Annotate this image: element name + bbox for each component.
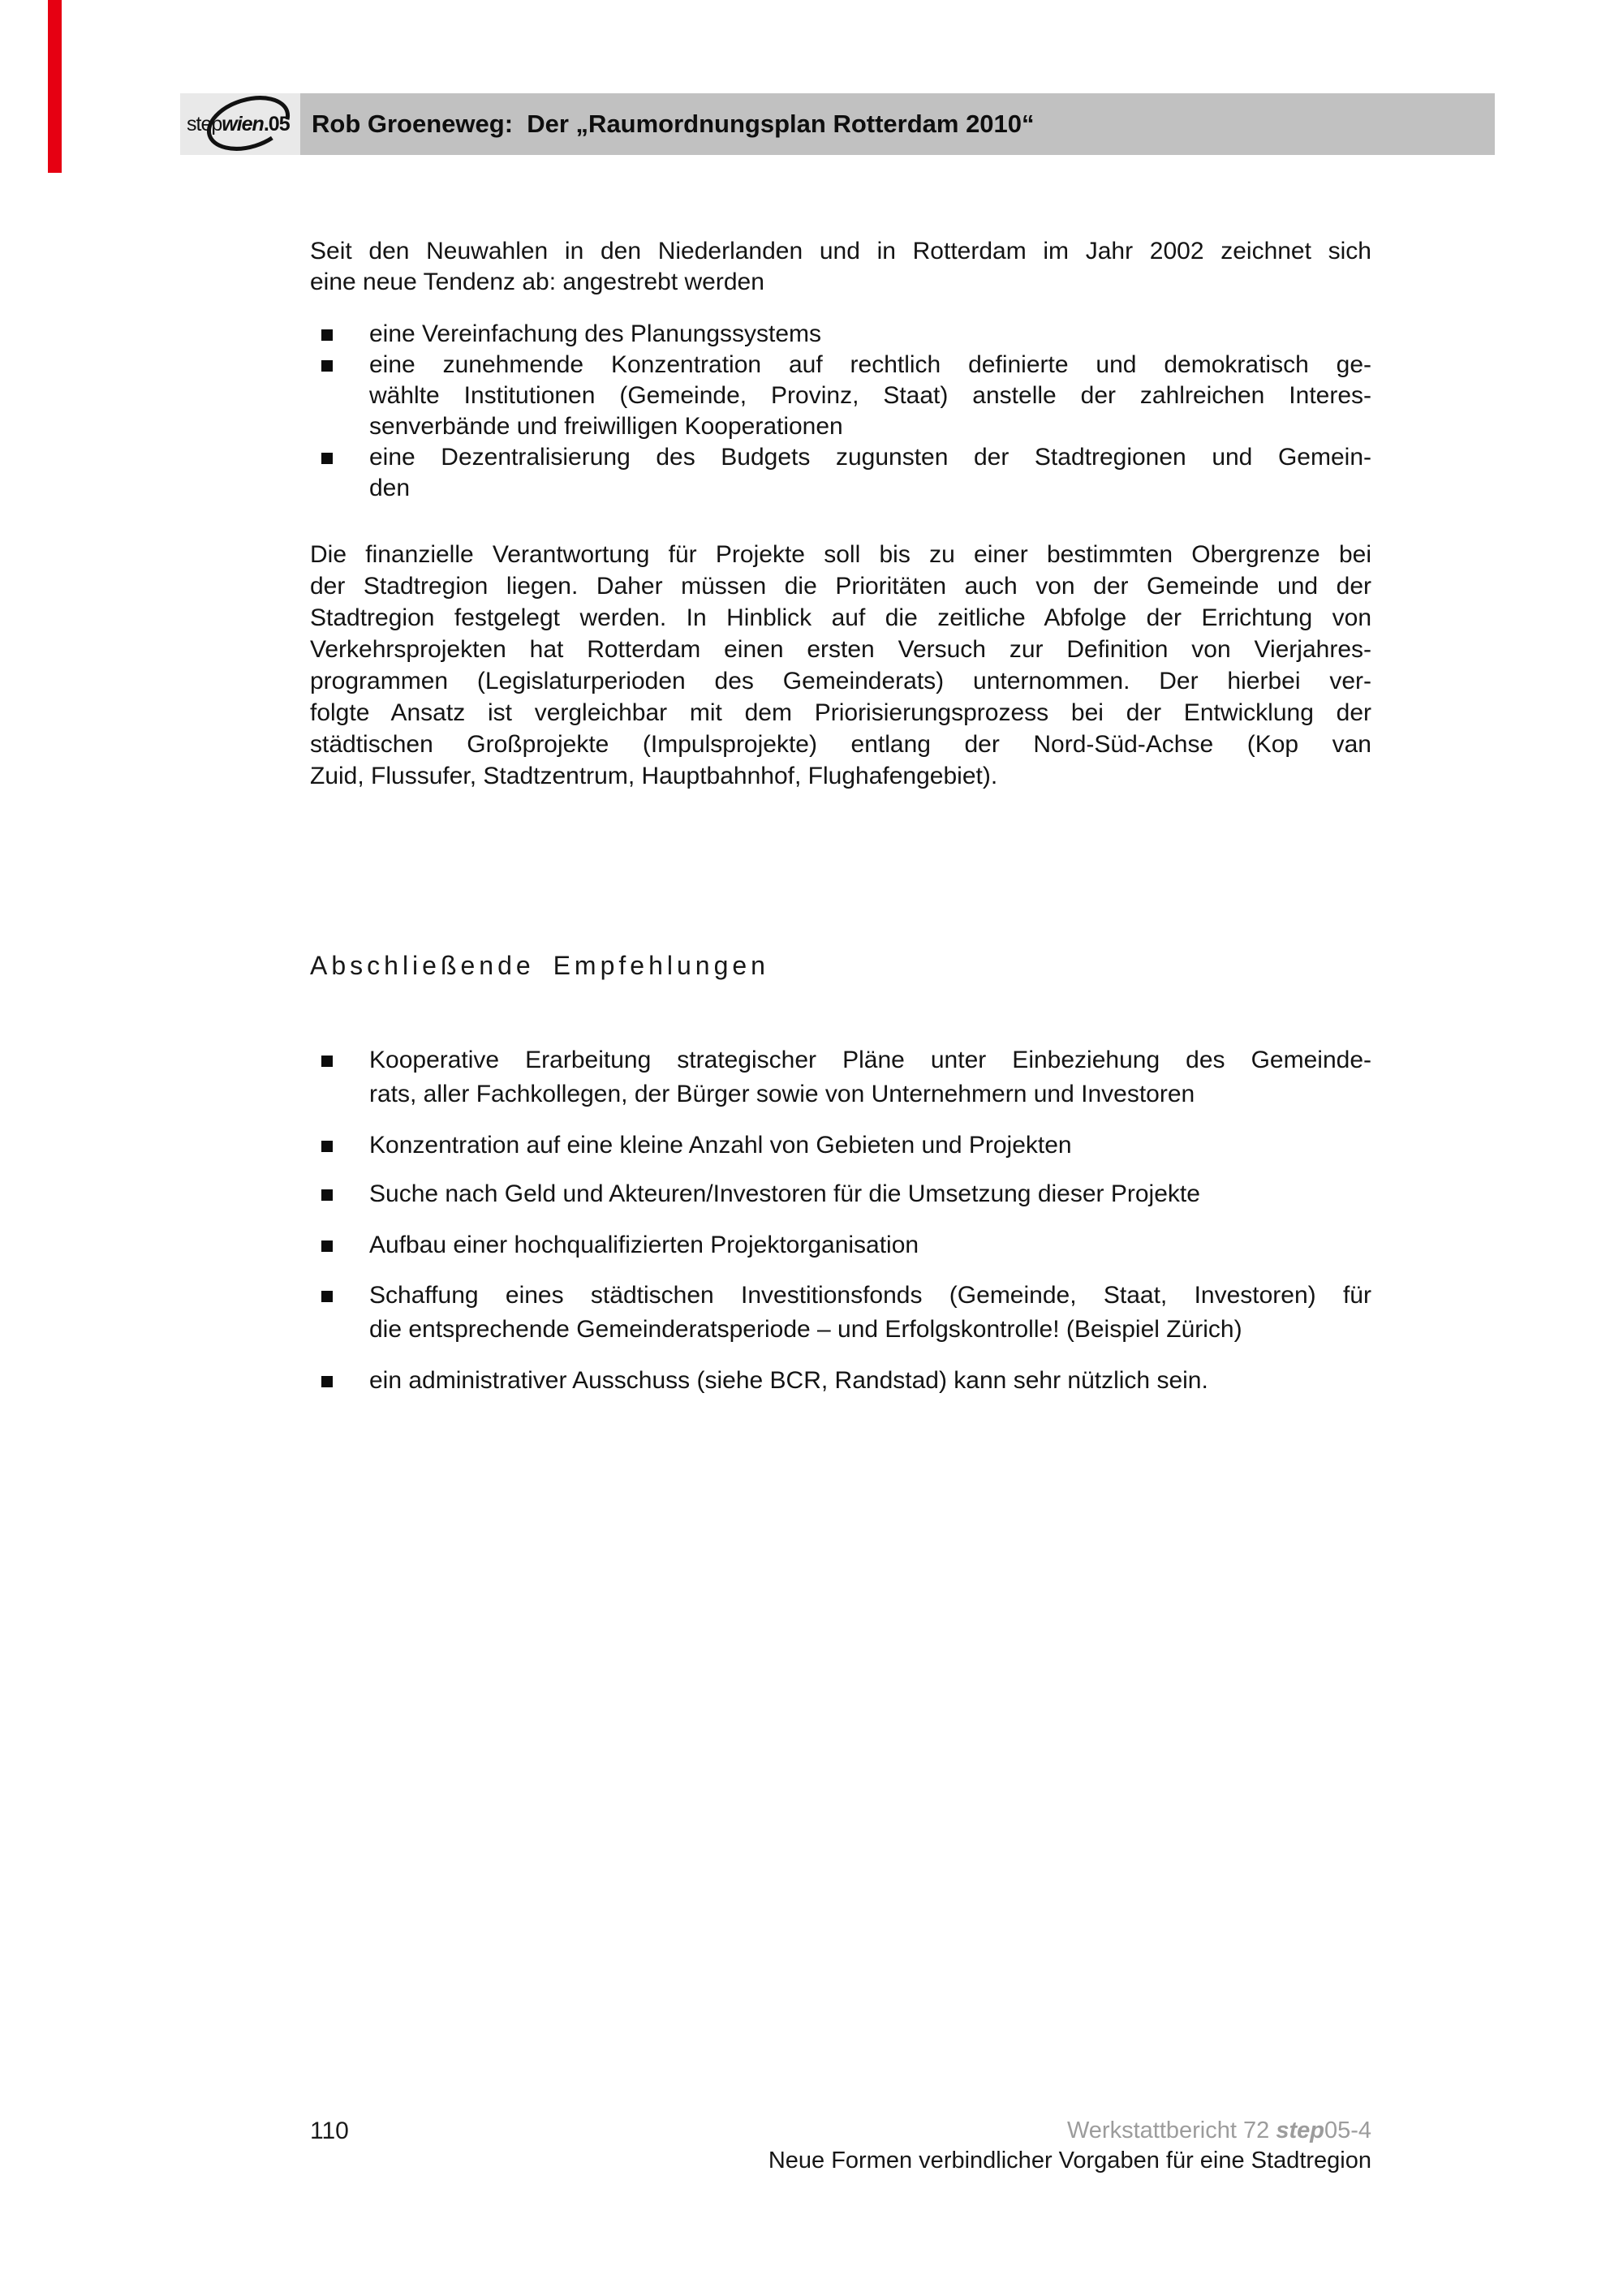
paragraph-line: Stadtregion festgelegt werden. In Hinblick auf die zeitliche Abfolge der Errichtung von <box>310 604 1371 631</box>
bullet-square-icon <box>321 1141 333 1152</box>
list-item <box>310 350 1371 442</box>
footer-report-suffix: 05-4 <box>1324 2118 1371 2143</box>
list-item-line: eine Dezentralisierung des Budgets zugunsten der Stadtregionen und Gemein- <box>369 444 1371 471</box>
paragraph-line: städtischen Großprojekte (Impulsprojekte) entlang der Nord-Süd-Achse (Kop van <box>310 731 1371 758</box>
intro-line: eine neue Tendenz ab: angestrebt werden <box>310 269 764 295</box>
list-item <box>310 1043 1371 1111</box>
intro-paragraph <box>310 236 1371 298</box>
header-title <box>312 93 1035 155</box>
paragraph-line: programmen (Legislaturperioden des Gemeinderats) unternommen. Der hierbei ver- <box>310 668 1371 694</box>
section-heading: Abschließende Empfehlungen <box>310 951 769 980</box>
paragraph-line: folgte Ansatz ist vergleichbar mit dem Priorisierungsprozess bei der Entwicklung der <box>310 699 1371 726</box>
stepwien-logo <box>187 93 290 155</box>
footer-subtitle: Neue Formen verbindlicher Vorgaben für eine Stadtregion <box>768 2148 1371 2173</box>
footer-report-brand: step <box>1276 2118 1324 2143</box>
main-paragraph <box>310 539 1371 792</box>
bullet-square-icon <box>321 1291 333 1302</box>
list-item-line: Konzentration auf eine kleine Anzahl von Gebieten und Projekten <box>369 1132 1072 1159</box>
paragraph-line: Zuid, Flussufer, Stadtzentrum, Hauptbahnhof, Flughafengebiet). <box>310 763 998 789</box>
list-item-line: Aufbau einer hochqualifizierten Projektorganisation <box>369 1232 919 1258</box>
paragraph-line: Die finanzielle Verantwortung für Projekte soll bis zu einer bestimmten Obergrenze bei <box>310 541 1371 568</box>
paragraph-line: Verkehrsprojekten hat Rotterdam einen ersten Versuch zur Definition von Vierjahres- <box>310 636 1371 663</box>
red-scan-mark <box>48 0 62 173</box>
list-item-line: die entsprechende Gemeinderatsperiode – und Erfolgskontrolle! (Beispiel Zürich) <box>369 1316 1242 1343</box>
list-item-line: den <box>369 475 411 501</box>
footer-right <box>398 2116 1371 2176</box>
list-item-line: Suche nach Geld und Akteuren/Investoren für die Umsetzung dieser Projekte <box>369 1180 1200 1207</box>
intro-line: Seit den Neuwahlen in den Niederlanden und in Rotterdam im Jahr 2002 zeichnet sich <box>310 238 1371 264</box>
bullet-square-icon <box>321 1240 333 1252</box>
logo-part-wien: wien <box>222 113 264 135</box>
list-item <box>310 1364 1371 1398</box>
list-item <box>310 1129 1371 1163</box>
list-item-line: eine zunehmende Konzentration auf rechtlich definierte und demokratisch ge- <box>369 351 1371 378</box>
bullet-square-icon <box>321 1189 333 1201</box>
list-item-line: eine Vereinfachung des Planungssystems <box>369 320 822 347</box>
logo-part-05: .05 <box>263 113 290 135</box>
paragraph-line: der Stadtregion liegen. Daher müssen die Prioritäten auch von der Gemeinde und der <box>310 573 1371 600</box>
logo-box <box>180 93 300 155</box>
footer-report-line <box>398 2116 1371 2146</box>
list-item <box>310 1279 1371 1347</box>
bullet-square-icon <box>321 360 333 372</box>
bullet-square-icon <box>321 1056 333 1067</box>
header-bar <box>300 93 1495 155</box>
bullet-square-icon <box>321 1376 333 1387</box>
list-item <box>310 1177 1371 1211</box>
list-item-line: Schaffung eines städtischen Investitionsfonds (Gemeinde, Staat, Investoren) für <box>369 1282 1371 1309</box>
list-item <box>310 319 1371 350</box>
header-author: Rob Groeneweg: <box>312 110 514 138</box>
footer-page-number: 110 <box>310 2118 349 2144</box>
list-item-line: Kooperative Erarbeitung strategischer Pläne unter Einbeziehung des Gemeinde- <box>369 1047 1371 1073</box>
list-item-line: ein administrativer Ausschuss (siehe BCR, Randstad) kann sehr nützlich sein. <box>369 1367 1208 1394</box>
footer-report-prefix: Werkstattbericht 72 <box>1066 2118 1276 2143</box>
header-document-title: Der „Raumordnungsplan Rotterdam 2010“ <box>527 110 1035 138</box>
list-item-line: senverbände und freiwilligen Kooperationen <box>369 413 843 440</box>
list-item-line: rats, aller Fachkollegen, der Bürger sowie von Unternehmern und Investoren <box>369 1081 1195 1107</box>
list-item <box>310 442 1371 504</box>
header-title-rest <box>513 110 527 138</box>
bullet-square-icon <box>321 329 333 341</box>
bullet-square-icon <box>321 453 333 464</box>
list-item <box>310 1228 1371 1262</box>
logo-part-step: step <box>187 113 222 135</box>
list-item-line: wählte Institutionen (Gemeinde, Provinz, Staat) anstelle der zahlreichen Interes- <box>369 382 1371 409</box>
